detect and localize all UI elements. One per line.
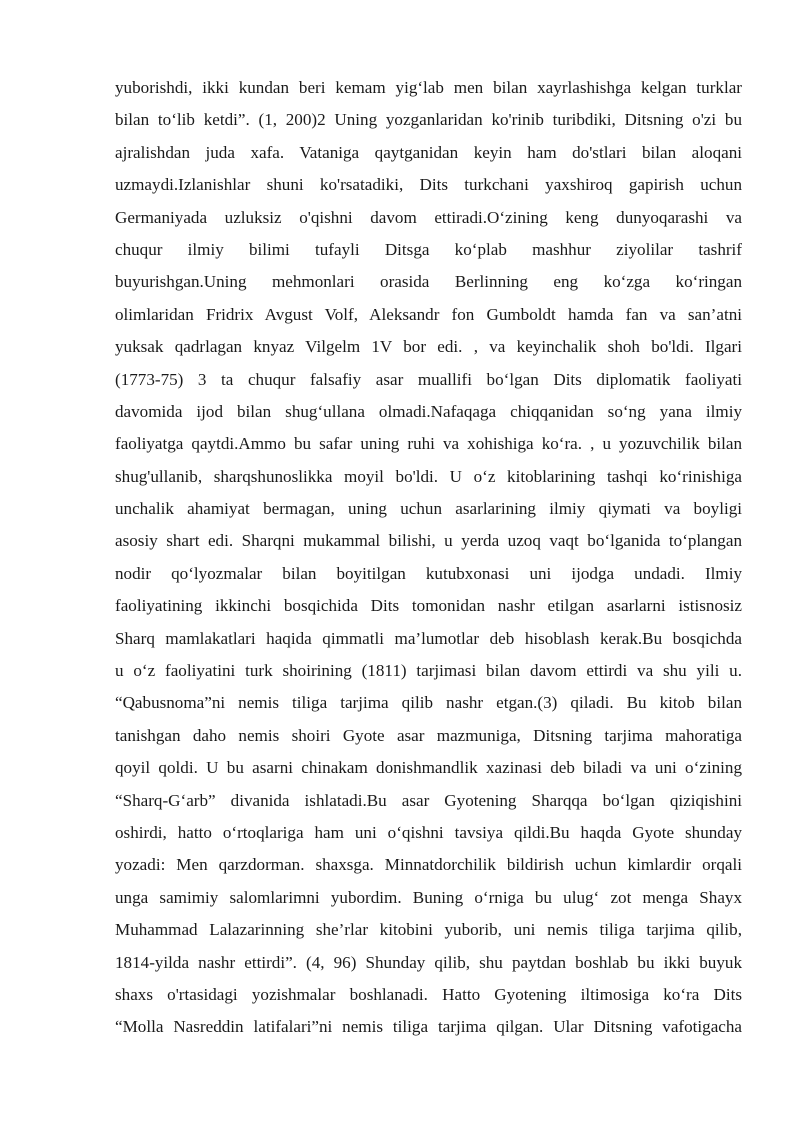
text-line: qoyil qoldi. U bu asarni chinakam donishmandlik xazinasi deb biladi va uni o‘zining <box>115 758 742 778</box>
text-line: olimlaridan Fridrix Avgust Volf, Aleksandr fon Gumboldt hamda fan va san’atni <box>115 304 742 324</box>
text-line: unchalik ahamiyat bermagan, uning uchun asarlarining ilmiy qiymati va boyligi <box>115 499 742 519</box>
text-line: oshirdi, hatto o‘rtoqlariga ham uni o‘qishni tavsiya qildi.Bu haqda Gyote shunday <box>115 822 742 842</box>
text-line: yozadi: Men qarzdorman. shaxsga. Minnatdorchilik bildirish uchun kimlardir orqali <box>115 855 742 875</box>
text-line: “Qabusnoma”ni nemis tiliga tarjima qilib nashr etgan.(3) qiladi. Bu kitob bilan <box>115 693 742 713</box>
text-line: (1773-75) 3 ta chuqur falsafiy asar muallifi bo‘lgan Dits diplomatik faoliyati <box>115 369 742 389</box>
text-line: 1814-yilda nashr ettirdi”. (4, 96) Shunday qilib, shu paytdan boshlab bu ikki buyuk <box>115 952 742 972</box>
text-line: bilan to‘lib ketdi”. (1, 200)2 Uning yozganlaridan ko'rinib turibdiki, Ditsning o'zi bu <box>115 110 742 130</box>
text-line: u o‘z faoliyatini turk shoirining (1811) tarjimasi bilan davom ettirdi va shu yili u. <box>115 661 742 681</box>
text-line: faoliyatining ikkinchi bosqichida Dits tomonidan nashr etilgan asarlarni istisnosiz <box>115 596 742 616</box>
text-line: davomida ijod bilan shug‘ullana olmadi.Nafaqaga chiqqanidan so‘ng yana ilmiy <box>115 401 742 421</box>
text-line: tanishgan daho nemis shoiri Gyote asar mazmuniga, Ditsning tarjima mahoratiga <box>115 725 742 745</box>
text-line: uzmaydi.Izlanishlar shuni ko'rsatadiki, Dits turkchani yaxshiroq gapirish uchun <box>115 175 742 195</box>
text-line: shaxs o'rtasidagi yozishmalar boshlanadi. Hatto Gyotening iltimosiga ko‘ra Dits <box>115 984 742 1004</box>
text-line: buyurishgan.Uning mehmonlari orasida Berlinning eng ko‘zga ko‘ringan <box>115 272 742 292</box>
text-line: asosiy shart edi. Sharqni mukammal bilishi, u yerda uzoq vaqt bo‘lganida to‘plangan <box>115 531 742 551</box>
text-line: nodir qo‘lyozmalar bilan boyitilgan kutubxonasi uni ijodga undadi. Ilmiy <box>115 563 742 583</box>
body-text <box>115 72 742 1044</box>
text-line: Sharq mamlakatlari haqida qimmatli ma’lumotlar deb hisoblash kerak.Bu bosqichda <box>115 628 742 648</box>
text-line: Muhammad Lalazarinning she’rlar kitobini yuborib, uni nemis tiliga tarjima qilib, <box>115 920 742 940</box>
text-line: unga samimiy salomlarimni yubordim. Buning o‘rniga bu ulug‘ zot menga Shayx <box>115 887 742 907</box>
text-line: faoliyatga qaytdi.Ammo bu safar uning ruhi va xohishiga ko‘ra. , u yozuvchilik bilan <box>115 434 742 454</box>
text-line: ajralishdan juda xafa. Vataniga qaytganidan keyin ham do'stlari bilan aloqani <box>115 142 742 162</box>
text-line: “Sharq-G‘arb” divanida ishlatadi.Bu asar Gyotening Sharqqa bo‘lgan qiziqishini <box>115 790 742 810</box>
text-line: yuborishdi, ikki kundan beri kemam yig‘lab men bilan xayrlashishga kelgan turklar <box>115 78 742 97</box>
text-line: Germaniyada uzluksiz o'qishni davom ettiradi.O‘zining keng dunyoqarashi va <box>115 207 742 227</box>
text-line: shug'ullanib, sharqshunoslikka moyil bo'ldi. U o‘z kitoblarining tashqi ko‘rinishiga <box>115 466 742 486</box>
text-line: yuksak qadrlagan knyaz Vilgelm 1V bor edi. , va keyinchalik shoh bo'ldi. Ilgari <box>115 337 742 357</box>
text-line: chuqur ilmiy bilimi tufayli Ditsga ko‘plab mashhur ziyolilar tashrif <box>115 239 742 259</box>
text-line: “Molla Nasreddin latifalari”ni nemis tiliga tarjima qilgan. Ular Ditsning vafotigacha <box>115 1017 742 1037</box>
